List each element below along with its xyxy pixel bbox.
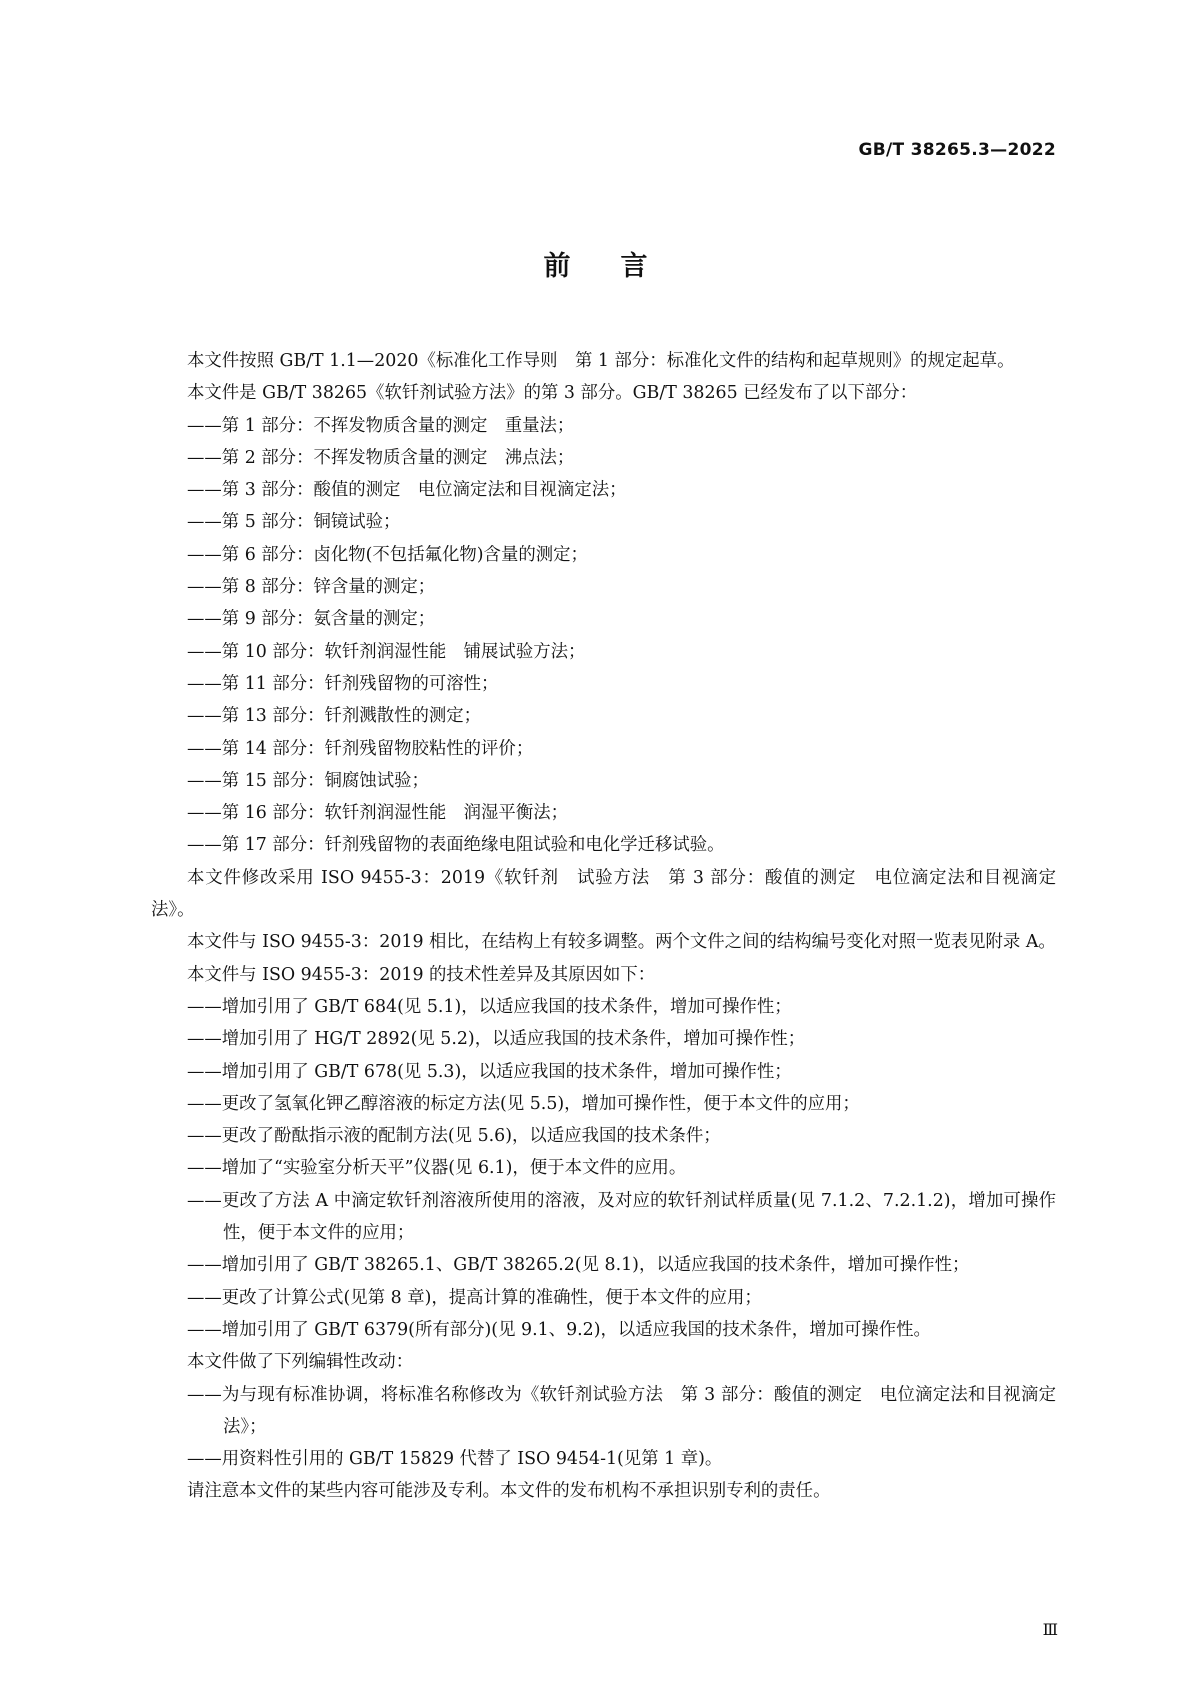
list-item: ——增加引用了 GB/T 6379(所有部分)(见 9.1、9.2)，以适应我国的技术条件，增加可操作性。 [187, 1319, 931, 1340]
list-item: ——第 11 部分：钎剂残留物的可溶性； [187, 673, 499, 694]
list-item: ——更改了计算公式(见第 8 章)，提高计算的准确性，便于本文件的应用； [187, 1287, 762, 1308]
standard-code: GB/T 38265.3—2022 [858, 140, 1056, 160]
list-item: ——用资料性引用的 GB/T 15829 代替了 ISO 9454-1(见第 1 章)。 [187, 1449, 723, 1470]
page-number: Ⅲ [1042, 1620, 1058, 1639]
list-item: ——第 3 部分：酸值的测定 电位滴定法和目视滴定法； [187, 480, 627, 501]
list-item: ——第 14 部分：钎剂残留物胶粘性的评价； [187, 738, 534, 759]
list-item: ——更改了方法 A 中滴定软钎剂溶液所使用的溶液，及对应的软钎剂试样质量(见 7.1.2、7.2.1.2)，增加可操作性，便于本文件的应用； [187, 1190, 1056, 1244]
list-item: ——增加引用了 GB/T 684(见 5.1)，以适应我国的技术条件，增加可操作性； [187, 996, 792, 1017]
list-item: ——第 13 部分：钎剂溅散性的测定； [187, 706, 482, 727]
document-body [151, 345, 1056, 1508]
list-item: ——第 9 部分：氨含量的测定； [187, 609, 436, 630]
paragraph: 本文件是 GB/T 38265《软钎剂试验方法》的第 3 部分。GB/T 38265 已经发布了以下部分： [187, 383, 918, 404]
list-item: ——更改了酚酞指示液的配制方法(见 5.6)，以适应我国的技术条件； [187, 1126, 721, 1147]
list-item: ——第 17 部分：钎剂残留物的表面绝缘电阻试验和电化学迁移试验。 [187, 835, 725, 856]
list-item: ——第 1 部分：不挥发物质含量的测定 重量法； [187, 415, 575, 436]
paragraph: 本文件按照 GB/T 1.1—2020《标准化工作导则 第 1 部分：标准化文件的结构和起草规则》的规定起草。 [187, 351, 1015, 371]
list-item: ——增加引用了 HG/T 2892(见 5.2)，以适应我国的技术条件，增加可操作性； [187, 1029, 806, 1050]
list-item: ——更改了氢氧化钾乙醇溶液的标定方法(见 5.5)，增加可操作性，便于本文件的应用； [187, 1093, 860, 1114]
list-item: ——第 16 部分：软钎剂润湿性能 润湿平衡法； [187, 803, 568, 824]
paragraph: 本文件与 ISO 9455-3：2019 的技术性差异及其原因如下： [187, 964, 656, 985]
list-item: ——第 15 部分：铜腐蚀试验； [187, 770, 429, 791]
list-item: ——第 6 部分：卤化物(不包括氟化物)含量的测定； [187, 544, 588, 565]
paragraph: 请注意本文件的某些内容可能涉及专利。本文件的发布机构不承担识别专利的责任。 [187, 1481, 831, 1502]
list-item: ——第 5 部分：铜镜试验； [187, 512, 401, 533]
list-item: ——增加引用了 GB/T 678(见 5.3)，以适应我国的技术条件，增加可操作性； [187, 1061, 792, 1082]
paragraph: 本文件做了下列编辑性改动： [187, 1352, 414, 1373]
list-item: ——为与现有标准协调，将标准名称修改为《软钎剂试验方法 第 3 部分：酸值的测定 电位滴定法和目视滴定法》； [187, 1384, 1056, 1437]
list-item: ——第 10 部分：软钎剂润湿性能 铺展试验方法； [187, 641, 586, 662]
list-item: ——第 2 部分：不挥发物质含量的测定 沸点法； [187, 447, 575, 468]
list-item: ——增加了“实验室分析天平”仪器(见 6.1)，便于本文件的应用。 [187, 1158, 687, 1179]
list-item: ——增加引用了 GB/T 38265.1、GB/T 38265.2(见 8.1)，以适应我国的技术条件，增加可操作性； [187, 1255, 970, 1276]
paragraph: 本文件修改采用 ISO 9455-3：2019《软钎剂 试验方法 第 3 部分：酸值的测定 电位滴定法和目视滴定法》。 [151, 867, 1056, 921]
page-title: 前言 [543, 251, 698, 282]
paragraph: 本文件与 ISO 9455-3：2019 相比，在结构上有较多调整。两个文件之间的结构编号变化对照一览表见附录 A。 [187, 932, 1056, 953]
list-item: ——第 8 部分：锌含量的测定； [187, 577, 436, 598]
